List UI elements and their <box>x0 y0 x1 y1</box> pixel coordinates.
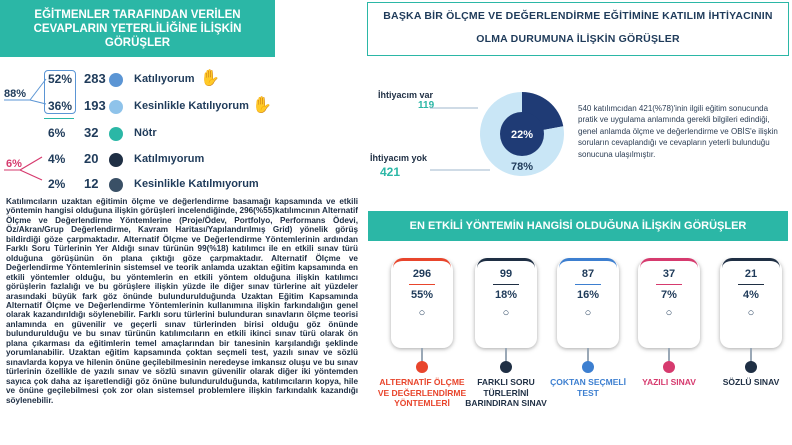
method-label: SÖZLÜ SINAV <box>722 377 780 387</box>
right-chart-title <box>367 2 789 56</box>
method-pct: 4% <box>743 289 759 301</box>
method-pct: 55% <box>410 289 434 301</box>
response-count: 20 <box>84 151 99 166</box>
response-count: 32 <box>84 125 99 140</box>
response-color-dot <box>109 178 123 192</box>
response-label: Katılıyorum <box>134 73 195 85</box>
response-label: Kesinlikle Katılmıyorum <box>134 178 259 190</box>
pie-no-pct: 78% <box>510 161 534 173</box>
response-color-dot <box>109 73 123 87</box>
method-label: YAZILI SINAV <box>642 377 696 387</box>
method-card <box>557 260 619 348</box>
method-count: 296 <box>412 268 432 280</box>
method-color-arc <box>722 258 780 269</box>
method-label: ÇOKTAN SEÇMELİ TEST <box>550 377 626 398</box>
method-label: FARKLI SORU TÜRLERİNİ BARINDIRAN SINAV <box>465 377 547 408</box>
response-pct: 2% <box>48 177 66 191</box>
speech-bubble-icon: ○ <box>502 307 510 319</box>
method-card <box>475 260 537 348</box>
method-divider <box>409 284 435 285</box>
response-label: Nötr <box>134 127 157 139</box>
method-divider <box>493 284 519 285</box>
method-divider <box>656 284 682 285</box>
method-stem <box>750 348 752 362</box>
method-card <box>638 260 700 348</box>
left-title-line2: CEVAPLARIN YETERLİLİĞİNE İLİŞKİN <box>33 22 242 35</box>
bottom-chart-title: EN ETKİLİ YÖNTEMİN HANGİSİ OLDUĞUNA İLİŞKİN GÖRÜŞLER <box>368 211 788 241</box>
analysis-paragraph: Katılımcıların uzaktan eğitimin ölçme ve değerlendirme basamağı kapsamında ve etkili yöntemin hangisi olduğuna ilişkin görüşleri incelendiğinde, 296(%55)katılımcının Alternatif Ölçme ve Değerlendirme Yöntemlerine (Proje/Ödev, Portfolyo, Performans Ödevi, Öz/Akran/Grup Değerlendirme, Kavram Haritası/Yapılandırılmış Grid) yönelik görüş bildirdiği göze çarpmaktadır. Alternatif Ölçme ve Değerlendirme Yöntemlerinin ardından Farklı Soru Türlerinin Yer Aldığı sınav türünün 99(%18) katılımcı ile en etkili sınav türü olduğuna görüşünün ön plana çıktığı göze çarpmaktadır. Alternatif Ölçme ve Değerlendirme Yöntemlerinin sistemsel ve teorik anlamda uzaktan eğitim kapsamında en etkili yöntemler olduğu, bu yöntemlerin en etkili yöntem olduğuna ilişkin katılımcı görüşlerin fazlalığı ve bu görüşlere ilişkin yüzde ile diğer sınav türlerine ait yüzdeler arasındaki büyük fark göz önünde bulundurulduğunda Uzaktan Eğitim Kapsamında Alternatif Ölçme ve Değerlendirme Yöntemlerinin kullanımına ilişkin farkındalığın genel olarak kazandırıldığı söylenebilir. Farklı soru türlerini bulunduran sınavların ölçme teorisi anlamında en güvenilir ve geçerli sınav türlerinden birisi olduğu göz önünde bulundurulduğu ve bu sınav türünün katılımcıların en etkili ikinci sınav türü olarak ön plana çıkarması da eğitimlerin temel amaçlarından bir tanesinin karşılandığı şeklinde yorumlanabilir. Uzaktan eğitim kapsamında çoktan seçmeli test, yazılı sınav ve sözlü sınavlarda kopya ve hilenin önüne geçilebilmesinin neredeyse imkansız oluşu ve bu sınav türlerinin özellikle de yazılı sınav ve sözlü sınavın güvenilir olarak diğer iki yöntemden sayıca çok daha az işaretlendiği göz önüne bulundurulduğunda, katılımcıların kopya, hile ve önüne geçilebilmesi çok zor olan sistemsel problemlere ilişkin farkındalık kazandığı söylenebilir. <box>6 197 358 405</box>
agree-pct-box <box>44 70 76 114</box>
method-color-arc <box>640 258 698 269</box>
need-no-label: İhtiyacım yok <box>370 153 428 163</box>
agree-total: 88% <box>4 88 27 100</box>
need-yes-label: İhtiyacım var <box>378 90 434 100</box>
speech-bubble-icon: ○ <box>584 307 592 319</box>
response-pct: 6% <box>48 126 66 140</box>
method-pin <box>745 361 757 373</box>
method-divider <box>738 284 764 285</box>
pie-yes-pct: 22% <box>510 129 534 141</box>
method-stem <box>421 348 423 362</box>
method-pct: 18% <box>494 289 518 301</box>
method-stem <box>505 348 507 362</box>
need-no-count: 421 <box>380 165 401 179</box>
method-color-arc <box>559 258 617 269</box>
response-count: 193 <box>84 98 106 113</box>
method-card <box>720 260 782 348</box>
method-count: 99 <box>499 268 513 280</box>
method-pin <box>582 361 594 373</box>
response-label: Katılmıyorum <box>134 153 205 165</box>
method-count: 87 <box>581 268 595 280</box>
response-count: 283 <box>84 71 106 86</box>
speech-bubble-icon: ○ <box>418 307 426 319</box>
underline-decor <box>44 118 74 119</box>
method-color-arc <box>393 258 451 269</box>
method-count: 37 <box>662 268 676 280</box>
thumbs-up-icon: ✋ <box>200 70 220 87</box>
response-label: Kesinlikle Katılıyorum <box>134 100 249 112</box>
response-pct: 52% <box>48 72 73 86</box>
method-pct: 7% <box>661 289 677 301</box>
response-color-dot <box>109 100 123 114</box>
method-divider <box>575 284 601 285</box>
method-stem <box>668 348 670 362</box>
left-title-line1: EĞİTMENLER TARAFINDAN VERİLEN <box>34 8 241 21</box>
response-count: 12 <box>84 176 99 191</box>
left-title-line3: GÖRÜŞLER <box>104 36 171 49</box>
left-chart-title <box>0 0 275 57</box>
method-pin <box>663 361 675 373</box>
right-title-line2: OLMA DURUMUNA İLİŞKİN GÖRÜŞLER <box>476 33 680 45</box>
method-stem <box>587 348 589 362</box>
method-label: ALTERNATİF ÖLÇME VE DEĞERLENDİRME YÖNTEMLERİ <box>377 377 467 408</box>
response-color-dot <box>109 127 123 141</box>
handshake-icon: ✋ <box>252 97 272 114</box>
need-yes-count: 119 <box>418 100 435 111</box>
disagree-total: 6% <box>6 158 22 170</box>
method-pin <box>416 361 428 373</box>
need-pie-chart <box>430 70 570 195</box>
method-pct: 16% <box>576 289 600 301</box>
right-title-line1: BAŞKA BİR ÖLÇME VE DEĞERLENDİRME EĞİTİMİNE KATILIM İHTİYACININ <box>383 10 773 22</box>
speech-bubble-icon: ○ <box>747 307 755 319</box>
method-count: 21 <box>744 268 758 280</box>
method-color-arc <box>477 258 535 269</box>
method-pin <box>500 361 512 373</box>
response-pct: 36% <box>48 99 73 113</box>
response-color-dot <box>109 153 123 167</box>
method-card <box>391 260 453 348</box>
response-pct: 4% <box>48 152 66 166</box>
need-description: 540 katılımcıdan 421(%78)'inin ilgili eğitim sonucunda pratik ve uygulama anlamında gerekli bilgileri edindiği, genel anlamda ölçme ve değerlendirme ve OBİS'e ilişkin soruların cevaplandığı ve cevapların yeterli bulunduğu sonucuna ulaşılmıştır. <box>578 104 778 159</box>
speech-bubble-icon: ○ <box>665 307 673 319</box>
